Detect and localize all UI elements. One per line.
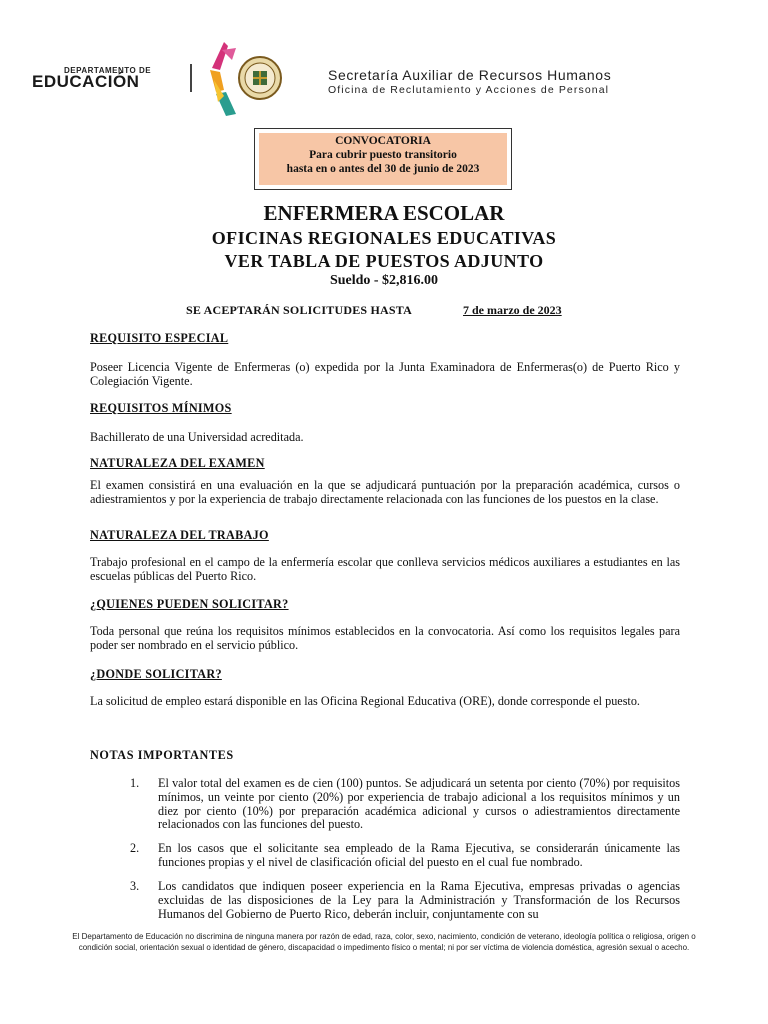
note-number: 2. bbox=[130, 841, 140, 855]
section-text: El examen consistirá en una evaluación en la que se adjudicará puntuación por la preparación académica, cursos o adiestramientos y por la experiencia de trabajo directamente relacionada con las funciones de los puestos en la clase. bbox=[90, 477, 680, 506]
section-naturaleza-trabajo bbox=[90, 528, 680, 584]
dept-label-main: EDUCACIÓN bbox=[32, 72, 140, 91]
section-heading: NATURALEZA DEL TRABAJO bbox=[90, 528, 269, 542]
note-number: 1. bbox=[130, 776, 140, 790]
nondiscrimination-footer: El Departamento de Educación no discrimina de ninguna manera por razón de edad, raza, color, sexo, nacimiento, condición de veterano, ideología política o religiosa, origen o condición social, orientación sexual o identidad de género, discapacidad o impedimento físico o mental; ni por ser víctima de violencia doméstica, agresión sexual o acecho. bbox=[72, 932, 696, 952]
secretaria-title: Secretaría Auxiliar de Recursos Humanos bbox=[328, 67, 612, 83]
section-text: Trabajo profesional en el campo de la enfermería escolar que conlleva servicios médicos auxiliares a estudiantes en las escuelas públicas del Puerto Rico. bbox=[90, 554, 680, 583]
offices-title: OFICINAS REGIONALES EDUCATIVAS bbox=[211, 228, 557, 248]
deadline-label: SE ACEPTARÁN SOLICITUDES HASTA bbox=[186, 303, 412, 317]
note-text: El valor total del examen es de cien (100) puntos. Se adjudicará un setenta por ciento (70%) por requisitos mínimos, un veinte por ciento (20%) por experiencia de trabajo adicional a los requisitos mínimos y un diez por ciento (10%) por preparación académica adicional y cursos o adiestramientos directamente relacionados con las funciones del puesto. bbox=[158, 776, 680, 832]
note-item bbox=[130, 777, 680, 832]
section-heading: ¿DONDE SOLICITAR? bbox=[90, 667, 222, 681]
section-text: Poseer Licencia Vigente de Enfermeras (o) expedida por la Junta Examinadora de Enfermeras(o) de Puerto Rico y Colegiación Vigente. bbox=[90, 359, 680, 388]
header-divider bbox=[190, 64, 192, 92]
deadline-date: 7 de marzo de 2023 bbox=[463, 303, 562, 317]
section-quienes bbox=[90, 597, 680, 653]
puerto-rico-seal-logo bbox=[202, 40, 288, 118]
section-heading: NATURALEZA DEL EXAMEN bbox=[90, 456, 265, 470]
convocatoria-line: hasta en o antes del 30 de junio de 2023 bbox=[286, 163, 480, 175]
note-item bbox=[130, 842, 680, 870]
section-requisito-especial bbox=[90, 331, 680, 389]
note-text: En los casos que el solicitante sea empleado de la Rama Ejecutiva, se considerarán únicamente las funciones propias y el nivel de clasificación oficial del puesto en el cual fue nombrado. bbox=[158, 841, 680, 869]
section-heading: REQUISITO ESPECIAL bbox=[90, 331, 229, 345]
section-requisitos-minimos bbox=[90, 401, 680, 444]
section-heading: REQUISITOS MÍNIMOS bbox=[90, 401, 232, 415]
note-text: Los candidatos que indiquen poseer experiencia en la Rama Ejecutiva, empresas privadas o agencias excluidas de las disposiciones de la Ley para la Administración y Transformación de los Recursos Humanos del Gobierno de Puerto Rico, deberán incluir, conjuntamente con su bbox=[158, 879, 680, 921]
section-naturaleza-examen bbox=[90, 456, 680, 507]
convocatoria-box bbox=[254, 128, 512, 190]
oficina-subtitle: Oficina de Reclutamiento y Acciones de Personal bbox=[328, 84, 610, 96]
see-table-title: VER TABLA DE PUESTOS ADJUNTO bbox=[224, 251, 544, 271]
salary: Sueldo - $2,816.00 bbox=[329, 273, 439, 288]
convocatoria-box-fill bbox=[259, 133, 507, 185]
section-text: Toda personal que reúna los requisitos mínimos establecidos en la convocatoria. Así como los requisitos legales para poder ser nombrado en el servicio público. bbox=[90, 623, 680, 652]
dept-label-top: DEPARTAMENTO DE bbox=[64, 66, 152, 75]
section-heading: ¿QUIENES PUEDEN SOLICITAR? bbox=[90, 597, 289, 611]
section-text: Bachillerato de una Universidad acreditada. bbox=[90, 429, 304, 444]
convocatoria-heading: CONVOCATORIA bbox=[335, 135, 431, 147]
section-donde bbox=[90, 667, 680, 708]
note-item bbox=[130, 880, 680, 921]
convocatoria-line: Para cubrir puesto transitorio bbox=[309, 149, 457, 161]
section-text: La solicitud de empleo estará disponible en las Oficina Regional Educativa (ORE), donde corresponde el puesto. bbox=[90, 693, 640, 708]
note-number: 3. bbox=[130, 879, 140, 893]
notes-title: NOTAS IMPORTANTES bbox=[90, 748, 234, 762]
position-title: ENFERMERA ESCOLAR bbox=[263, 201, 505, 225]
